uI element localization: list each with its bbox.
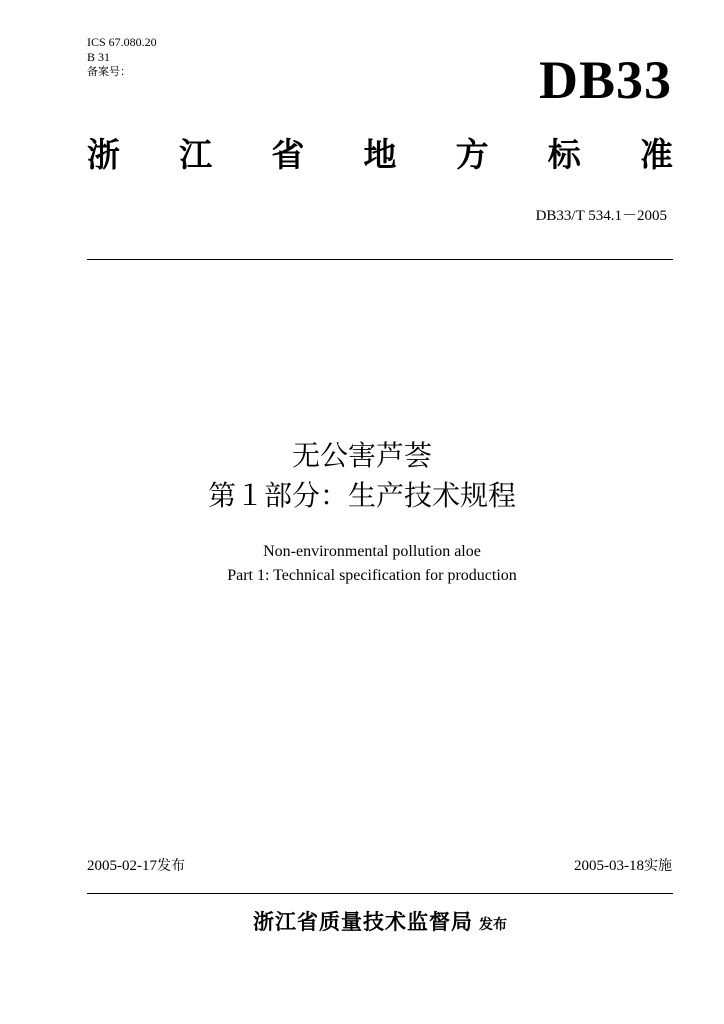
issue-label: 发布 [479, 917, 507, 933]
implement-date-label: 实施 [644, 858, 672, 874]
publish-date-label: 发布 [157, 858, 185, 874]
chinese-title-line-2: 第１部分：生产技术规程 [207, 479, 516, 512]
title-char: 标 [547, 135, 581, 174]
title-char: 方 [455, 135, 489, 174]
publish-date-value: 2005-02-17 [87, 858, 157, 874]
chinese-title-line-1: 无公害芦荟 [291, 439, 432, 472]
implement-date [574, 856, 672, 876]
standard-code-logo: DB33 [538, 50, 672, 110]
classification-code: B 31 [87, 50, 111, 64]
implement-date-value: 2005-03-18 [574, 858, 644, 874]
document-number: DB33/T 534.1－2005 [535, 208, 667, 224]
standard-type-title [87, 133, 673, 177]
title-char: 浙 [87, 135, 120, 174]
ics-code: ICS 67.080.20 [87, 35, 157, 49]
english-title-line-1: Non-environmental pollution aloe [263, 543, 481, 560]
english-title-line-2: Part 1: Technical specification for production [227, 567, 517, 584]
issuer-name: 浙江省质量技术监督局 [253, 910, 473, 934]
issuer-line [0, 906, 724, 941]
title-char: 省 [271, 135, 305, 174]
title-char: 准 [639, 135, 673, 174]
title-char: 江 [179, 135, 213, 174]
record-number-label: 备案号： [87, 65, 131, 78]
title-char: 地 [363, 135, 397, 174]
publish-date [87, 856, 185, 876]
top-divider [87, 259, 673, 260]
bottom-divider [87, 893, 673, 894]
